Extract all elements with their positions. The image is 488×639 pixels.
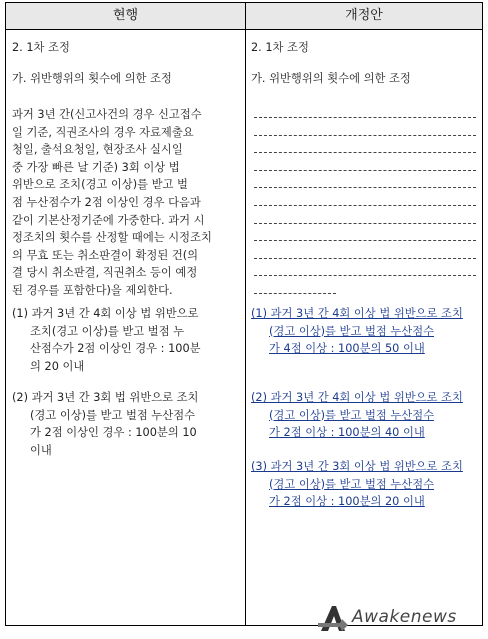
current-paragraph-line: 위반으로 조치(경고 이상)를 받고 벌 xyxy=(12,178,188,192)
current-item-1-line: 산점수가 2점 이상인 경우 : 100분 xyxy=(30,342,201,356)
awakenews-logo-icon xyxy=(318,603,348,633)
proposed-item-2-line: (경고 이상)를 받고 벌점 누산점수 xyxy=(269,408,435,422)
current-paragraph-line: 같이 기본산정기준에 가중한다. 과거 시 xyxy=(12,213,205,227)
current-item-2-line: (2) 과거 3년 간 3회 법 위반으로 조치 xyxy=(12,391,199,404)
proposed-item-1-line: 가 4점 이상 : 100분의 50 이내 xyxy=(269,342,425,356)
current-item-2-line: 가 2점 이상인 경우 : 100분의 10 xyxy=(30,426,197,440)
proposed-item-3-line: (3) 과거 3년 간 3회 이상 법 위반으로 조치 xyxy=(251,460,463,473)
current-paragraph-line: 중 가장 빠른 날 기준) 3회 이상 법 xyxy=(12,160,180,174)
watermark-brand: Awakenews xyxy=(352,607,457,627)
current-item-2-line: (경고 이상)를 받고 벌점 누산점수 xyxy=(30,408,196,422)
proposed-item-1-line: (경고 이상)를 받고 벌점 누산점수 xyxy=(269,324,435,338)
current-paragraph-line: 청일, 출석요청일, 현장조사 실시일 xyxy=(12,143,183,157)
proposed-item-1-line: (1) 과거 3년 간 4회 이상 법 위반으로 조치 xyxy=(251,307,463,320)
current-paragraph-line: 일 기준, 직권조사의 경우 자료제출요 xyxy=(12,125,194,139)
current-paragraph-line: 정조치의 횟수를 산정할 때에는 시정조치 xyxy=(12,231,212,245)
column-divider xyxy=(245,3,246,625)
proposed-item-2-line: 가 2점 이상 : 100분의 40 이내 xyxy=(269,426,425,440)
proposed-item-2-line: (2) 과거 3년 간 4회 이상 법 위반으로 조치 xyxy=(251,391,463,404)
current-subsection-title: 가. 위반행위의 횟수에 의한 조정 xyxy=(12,72,172,85)
comparison-table xyxy=(5,2,483,626)
current-section-title: 2. 1차 조정 xyxy=(12,41,70,54)
current-paragraph-line: 결 당시 취소판결, 직권취소 등이 예정 xyxy=(12,266,198,280)
deleted-paragraph-strikeout xyxy=(254,108,476,302)
proposed-subsection-title: 가. 위반행위의 횟수에 의한 조정 xyxy=(251,72,411,85)
watermark-logo xyxy=(318,601,486,635)
current-paragraph-line: 과거 3년 간(신고사건의 경우 신고접수 xyxy=(12,108,202,121)
current-item-1-line: 의 20 이내 xyxy=(30,359,85,373)
header-current: 현행 xyxy=(112,8,139,23)
current-paragraph-line: 된 경우를 포함한다)을 제외한다. xyxy=(12,284,173,297)
current-paragraph-line: 점 누산점수가 2점 이상인 경우 다음과 xyxy=(12,196,201,209)
current-item-1-line: 조치(경고 이상)를 받고 벌점 누 xyxy=(30,324,185,338)
current-item-1-line: (1) 과거 3년 간 4회 이상 법 위반으로 xyxy=(12,307,199,320)
proposed-item-3-line: 가 2점 이상 : 100분의 20 이내 xyxy=(269,495,425,509)
current-item-2-line: 이내 xyxy=(30,443,52,457)
header-proposed: 개정안 xyxy=(345,8,383,23)
current-paragraph-line: 의 무효 또는 취소판결이 확정된 건(의 xyxy=(12,248,199,262)
table-header xyxy=(6,3,482,30)
proposed-section-title: 2. 1차 조정 xyxy=(251,41,309,54)
proposed-item-3-line: (경고 이상)를 받고 벌점 누산점수 xyxy=(269,477,435,491)
